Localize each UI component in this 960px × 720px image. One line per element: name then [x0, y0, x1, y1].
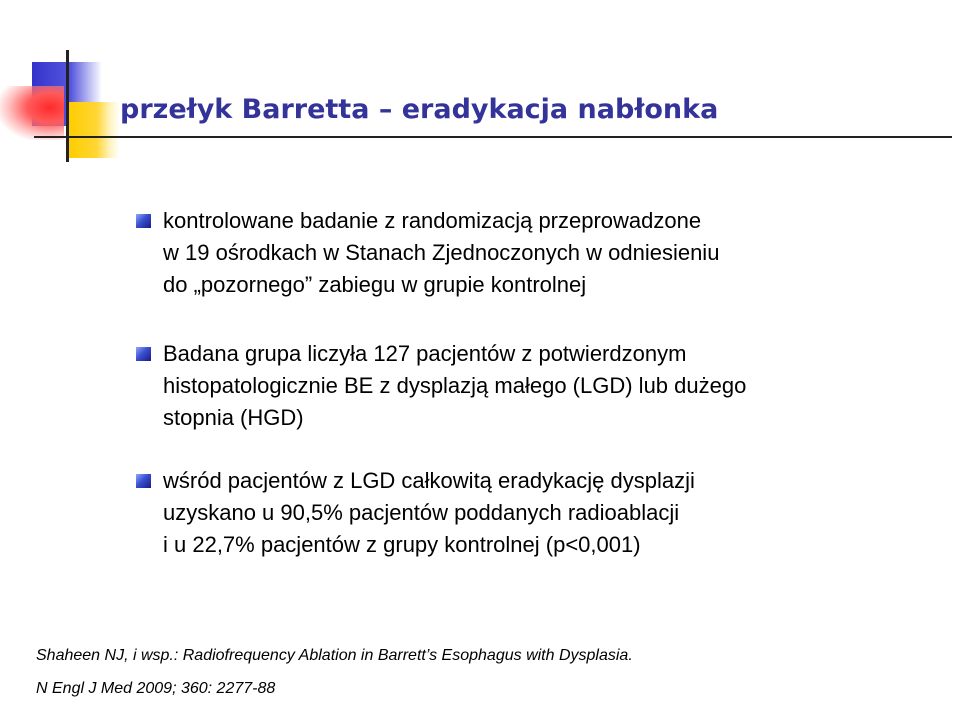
bullet-text [163, 338, 916, 434]
bullet-text [163, 465, 916, 561]
bullet-line: i u 22,7% pacjentów z grupy kontrolnej (p<0,001) [163, 532, 641, 557]
bullet-line: uzyskano u 90,5% pacjentów poddanych radioablacji [163, 500, 680, 525]
bullet-line: do „pozornego” zabiegu w grupie kontrolnej [163, 272, 587, 297]
bullet-line: stopnia (HGD) [163, 405, 304, 430]
slide-title: przełyk Barretta – eradykacja nabłonka [120, 94, 719, 125]
bullet-line: kontrolowane badanie z randomizacją przeprowadzone [163, 208, 702, 233]
bullet-line: wśród pacjentów z LGD całkowitą eradykację dysplazji [163, 468, 695, 493]
bullet-item-study-group [136, 338, 916, 434]
bullet-line: histopatologicznie BE z dysplazją małego (LGD) lub dużego [163, 373, 747, 398]
bullet-item-study-design [136, 205, 916, 301]
decor-yellow-square [68, 102, 120, 158]
title-underline-rule [34, 136, 952, 138]
bullet-text [163, 205, 916, 301]
decor-red-glow [0, 86, 64, 140]
citation-reference: Shaheen NJ, i wsp.: Radiofrequency Ablation in Barrett’s Esophagus with Dysplasia. [36, 647, 633, 664]
bullet-item-results [136, 465, 916, 561]
bullet-line: Badana grupa liczyła 127 pacjentów z potwierdzonym [163, 341, 687, 366]
square-bullet-icon [136, 474, 151, 488]
citation-journal: N Engl J Med 2009; 360: 2277-88 [36, 680, 276, 697]
bullet-line: w 19 ośrodkach w Stanach Zjednoczonych w odniesieniu [163, 240, 720, 265]
square-bullet-icon [136, 347, 151, 361]
decor-vertical-rule [66, 50, 69, 162]
square-bullet-icon [136, 214, 151, 228]
